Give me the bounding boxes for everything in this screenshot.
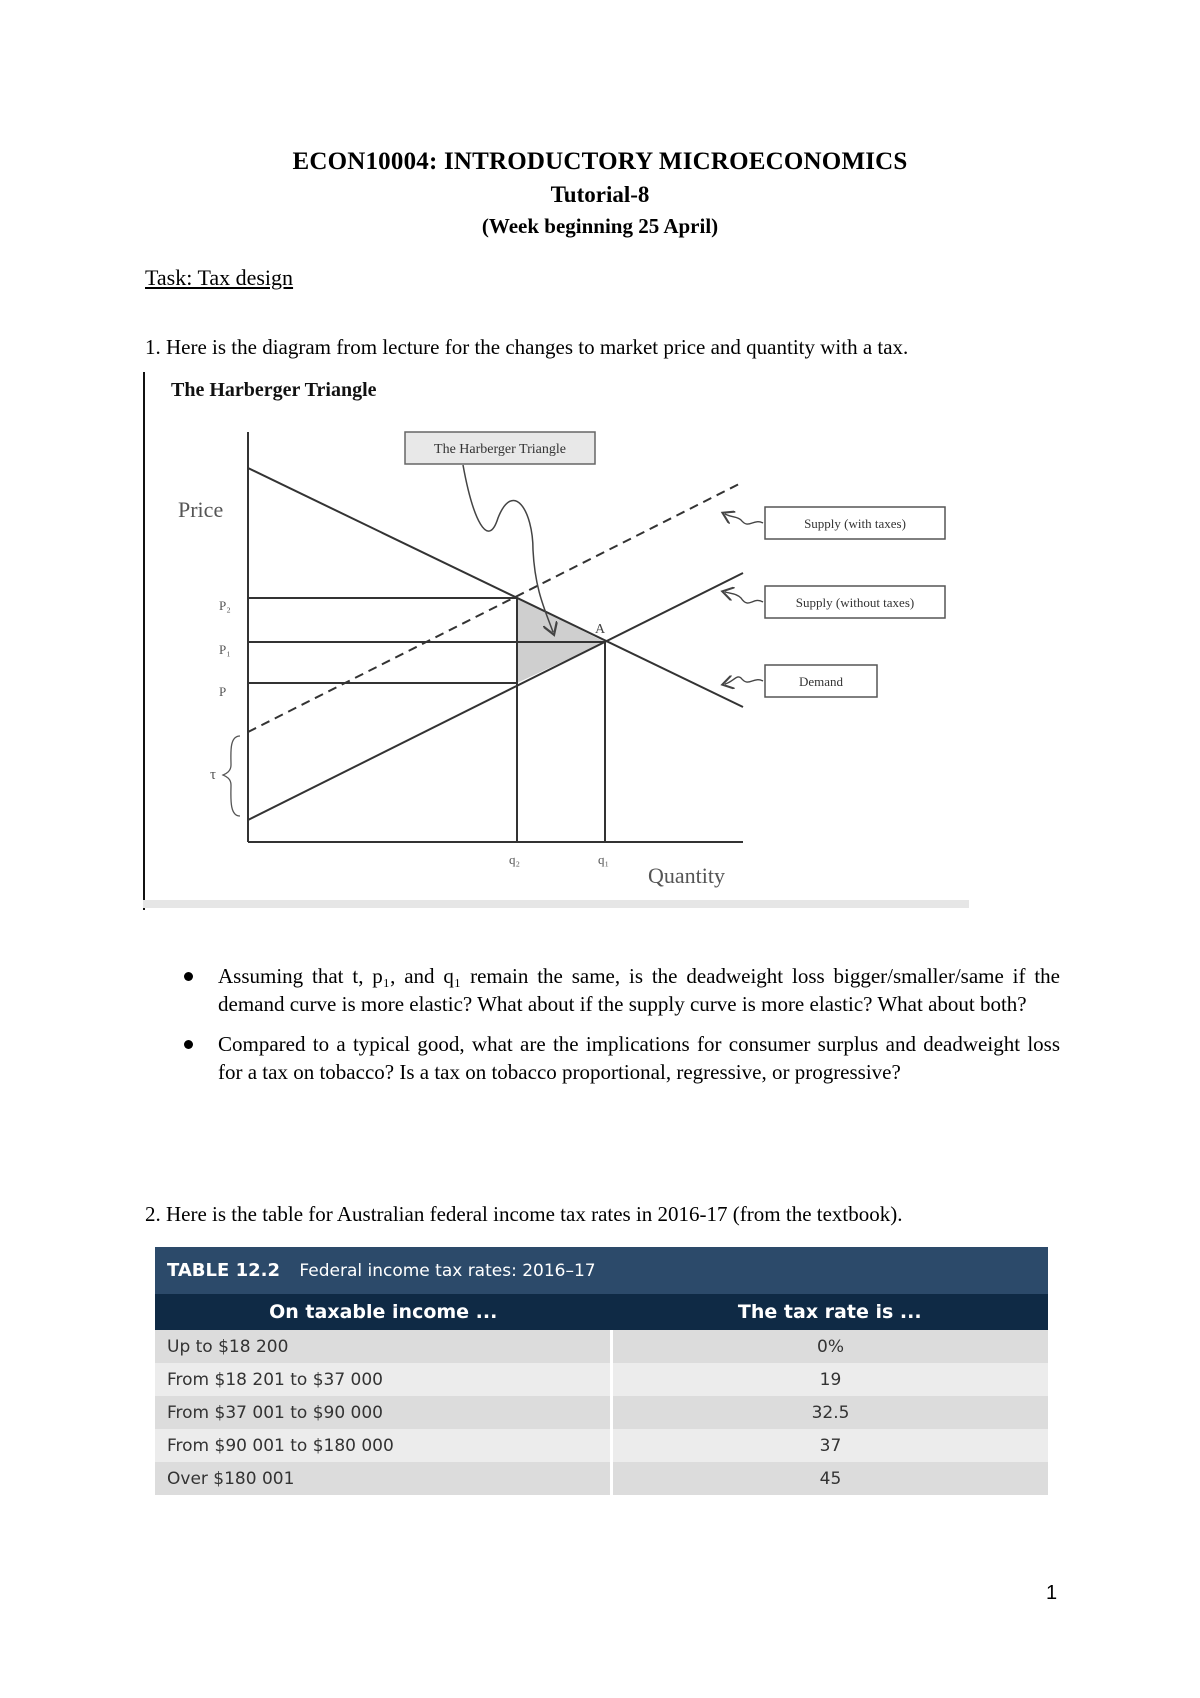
tax-rate-table [155, 1247, 1048, 1495]
table-caption-row [155, 1247, 1048, 1294]
header-income: On taxable income ... [269, 1301, 498, 1323]
tax-brace [223, 736, 240, 816]
table-row [155, 1396, 1048, 1429]
legend-arrow-with-taxes [725, 514, 763, 524]
bullet-item [180, 962, 1060, 1018]
q1-label: q₁ [598, 852, 610, 867]
question-2-text: 2. Here is the table for Australian federal income tax rates in 2016-17 (from the textbook). [145, 1202, 903, 1226]
table-row [155, 1363, 1048, 1396]
bullet-text: Assuming that t, p₁, and q₁ remain the same, is the deadweight loss bigger/smaller/same if the demand curve is more elastic? What about if the supply curve is more elastic? What about both? [218, 964, 1060, 1016]
x-axis-label: Quantity [648, 863, 725, 888]
point-a-label: A [595, 622, 606, 637]
harberger-triangle-figure [143, 370, 969, 912]
figure-bottom-shade [143, 900, 969, 908]
table-row [155, 1330, 1048, 1363]
q2-label: q₂ [509, 852, 521, 867]
income-cell: Over $180 001 [155, 1462, 612, 1495]
harberger-triangle-area [517, 598, 605, 683]
supply-with-tax-curve [248, 482, 743, 732]
tax-label: τ [210, 767, 217, 783]
legend-arrow-demand [725, 677, 763, 684]
table-number: TABLE 12.2 [167, 1260, 280, 1281]
p1-label: P₁ [219, 642, 231, 657]
table-caption-text: Federal income tax rates: 2016–17 [299, 1261, 596, 1281]
rate-cell: 37 [819, 1435, 842, 1456]
table-header-row [155, 1294, 1048, 1330]
income-cell: From $37 001 to $90 000 [155, 1396, 612, 1429]
bullet-text: Compared to a typical good, what are the implications for consumer surplus and deadweight loss for a tax on tobacco? Is a tax on tobacco proportional, regressive, or progressive? [218, 1032, 1060, 1084]
table-row [155, 1462, 1048, 1495]
income-cell: Up to $18 200 [155, 1330, 612, 1363]
p2-label: P₂ [219, 598, 231, 613]
page-number: 1 [1046, 1582, 1058, 1604]
table-caption [155, 1247, 1048, 1294]
rate-cell: 45 [819, 1468, 842, 1489]
week-line: (Week beginning 25 April) [481, 214, 719, 238]
bullet-dot [184, 1040, 193, 1049]
header-rate: The tax rate is ... [737, 1301, 922, 1323]
supply-curve [248, 573, 743, 820]
legend-arrow-without-taxes [725, 592, 763, 603]
rate-cell: 19 [819, 1369, 842, 1390]
callout-label: The Harberger Triangle [434, 442, 566, 457]
y-axis-label: Price [178, 497, 224, 522]
tutorial-title: Tutorial-8 [550, 182, 650, 207]
income-cell: From $18 201 to $37 000 [155, 1363, 612, 1396]
task-heading: Task: Tax design [145, 265, 294, 290]
rate-cell: 0% [817, 1336, 844, 1357]
legend-demand: Demand [798, 674, 844, 689]
rate-cell: 32.5 [811, 1402, 850, 1423]
bullet-item [180, 1030, 1060, 1086]
course-title: ECON10004: INTRODUCTORY MICROECONOMICS [292, 148, 908, 175]
p-label: P [219, 684, 227, 699]
table-row [155, 1429, 1048, 1462]
income-cell: From $90 001 to $180 000 [155, 1429, 612, 1462]
figure-title: The Harberger Triangle [171, 379, 377, 401]
question-1-bullets [180, 962, 1060, 1098]
callout-arrow [463, 465, 553, 632]
legend-supply-with-taxes: Supply (with taxes) [804, 516, 906, 531]
demand-curve [248, 468, 743, 707]
legend-supply-without-taxes: Supply (without taxes) [795, 595, 915, 610]
question-1-text: 1. Here is the diagram from lecture for the changes to market price and quantity with a tax. [145, 335, 909, 359]
bullet-dot [184, 972, 193, 981]
